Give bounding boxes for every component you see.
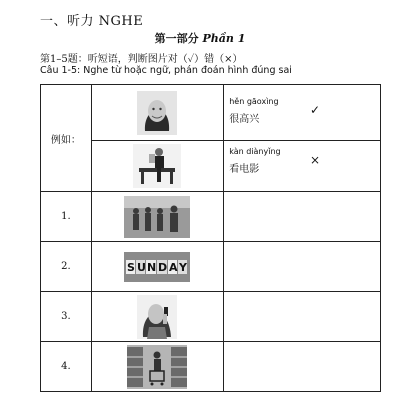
- question-number: 2.: [41, 242, 92, 292]
- check-mark: ✓: [309, 103, 320, 117]
- smiling-woman-photo: [137, 91, 177, 135]
- part-title: [0, 30, 400, 46]
- svg-text:A: A: [169, 260, 178, 274]
- example-image-cell: [91, 141, 223, 192]
- question-image-cell: [91, 242, 223, 292]
- woman-phone-photo: [137, 295, 177, 339]
- instruction-vietnamese: Câu 1-5: Nghe từ hoặc ngữ, phán đoán hình đúng sai: [40, 65, 292, 76]
- exercise-table: [40, 84, 381, 392]
- supermarket-cart-photo: [127, 345, 187, 389]
- group-people-photo: [124, 196, 190, 238]
- example-row: [41, 85, 381, 141]
- svg-text:N: N: [147, 260, 157, 274]
- section-title: 一、听力 NGHE: [40, 14, 144, 29]
- example-answer-cell: [224, 141, 381, 192]
- question-row: [41, 292, 381, 342]
- example-label: 例如：: [41, 85, 92, 192]
- question-number: 1.: [41, 192, 92, 242]
- svg-text:U: U: [137, 260, 147, 274]
- answer-cell[interactable]: [224, 292, 381, 342]
- svg-text:Y: Y: [179, 260, 188, 274]
- answer-cell[interactable]: [224, 242, 381, 292]
- svg-text:S: S: [127, 260, 136, 274]
- question-number: 3.: [41, 292, 92, 342]
- question-number: 4.: [41, 342, 92, 392]
- example-pinyin: kàn diànyǐng: [229, 147, 281, 156]
- instruction-chinese: 第1–5题：听短语，判断图片对（✓）错（×）: [40, 54, 243, 65]
- cross-mark: ×: [309, 153, 320, 167]
- example-row: [41, 141, 381, 192]
- example-answer-cell: [224, 85, 381, 141]
- man-on-bench-photo: [133, 144, 181, 188]
- question-row: [41, 192, 381, 242]
- question-row: [41, 342, 381, 392]
- answer-cell[interactable]: [224, 342, 381, 392]
- part-title-vi: Phần 1: [202, 32, 246, 45]
- question-row: [41, 242, 381, 292]
- example-image-cell: [91, 85, 223, 141]
- sunday-letters-image: [124, 252, 190, 282]
- example-hanzi: 很高兴: [229, 114, 260, 125]
- question-image-cell: [91, 192, 223, 242]
- question-image-cell: [91, 342, 223, 392]
- svg-text:D: D: [158, 260, 168, 274]
- question-image-cell: [91, 292, 223, 342]
- answer-cell[interactable]: [224, 192, 381, 242]
- part-title-cn: 第一部分: [154, 32, 199, 45]
- example-pinyin: hěn gāoxìng: [229, 97, 279, 106]
- example-hanzi: 看电影: [229, 164, 260, 175]
